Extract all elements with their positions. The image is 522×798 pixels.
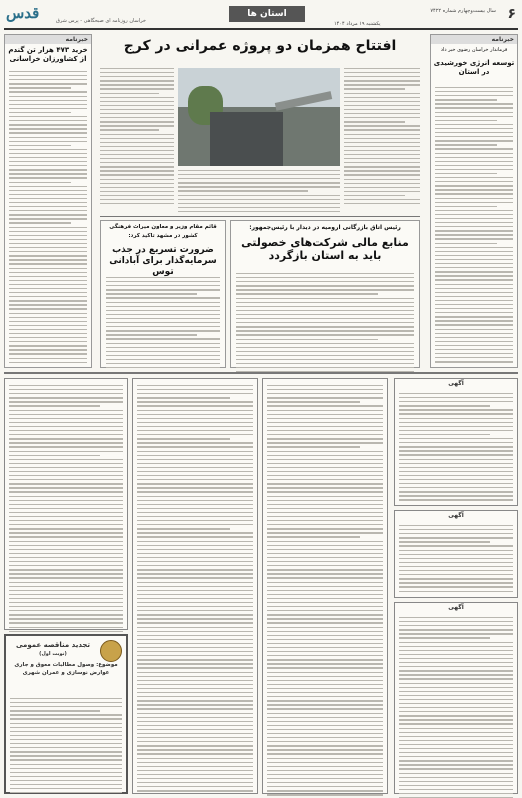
story-two-kicker: رئیس اتاق بازرگانی ارومیه در دیدار با رئیس‌جمهور: [249, 224, 401, 231]
tender-description: موضوع: وصول مطالبات معوق و جاری عوارض نوسازی و عمران شهری [14, 662, 118, 676]
main-story-col-3 [100, 68, 174, 207]
left-column-title: خرید ۴۷۳ هزار تن گندم از کشاورزان خراسانی [8, 46, 88, 63]
notice-ad-1 [394, 378, 518, 506]
issue-date: یکشنبه ۱۹ مرداد ۱۴۰۴ [334, 21, 381, 27]
story-two-box [230, 220, 420, 368]
main-headline: افتتاح همزمان دو پروژه عمرانی در کرج [123, 38, 397, 54]
right-column-label: خبرنامه [431, 35, 517, 44]
newspaper-logo: قدس [6, 4, 40, 22]
main-story-col-1 [344, 68, 420, 207]
newspaper-tagline: خراسان روزنامه ای صبحگاهی - پرس شرق [56, 18, 146, 24]
tender-round: (نوبت اول) [39, 651, 67, 657]
main-story-photo [178, 68, 340, 166]
notice-ad-3-label: آگهی [448, 604, 464, 611]
right-column-title: توسعه انرژی خورشیدی در استان [433, 59, 515, 76]
story-two-headline: منابع مالی شرکت‌های خصولتی باید به استان بازگردد [241, 236, 409, 262]
notice-ad-1-label: آگهی [448, 380, 464, 387]
story-three-headline: ضرورت تسریع در جذب سرمایه‌گذار برای آبادانی توس [109, 245, 217, 277]
left-news-column [4, 34, 92, 368]
notice-ad-2 [394, 510, 518, 598]
issue-number: سال بیست‌وچهارم شماره ۷۴۲۲ [430, 8, 496, 14]
notice-ad-4 [262, 378, 388, 794]
tender-ad [4, 634, 128, 794]
section-divider [100, 216, 420, 217]
masthead [4, 4, 518, 30]
section-tab: استان ها [229, 6, 305, 22]
right-column-subtitle: فرماندار خراسان رضوی خبر داد [440, 47, 508, 53]
page-number: ۶ [507, 6, 516, 22]
story-three-body [106, 277, 220, 371]
municipality-logo [100, 640, 122, 662]
story-three-box [100, 220, 226, 368]
story-two-body [236, 273, 414, 375]
story-three-kicker: قائم مقام وزیر و معاون میراث فرهنگی کشور در مشهد تاکید کرد: [109, 224, 217, 239]
notice-ad-6 [4, 378, 128, 630]
notice-ad-2-label: آگهی [448, 512, 464, 519]
right-column-body [435, 87, 513, 365]
left-column-body [9, 71, 87, 366]
notice-ad-3 [394, 602, 518, 794]
main-story-col-2 [178, 170, 340, 215]
tender-title: تجدید مناقصه عمومی [15, 641, 91, 649]
notice-ad-5 [132, 378, 258, 794]
right-news-column [430, 34, 518, 368]
left-column-label: خبرنامه [5, 35, 91, 44]
ads-divider [4, 372, 518, 374]
